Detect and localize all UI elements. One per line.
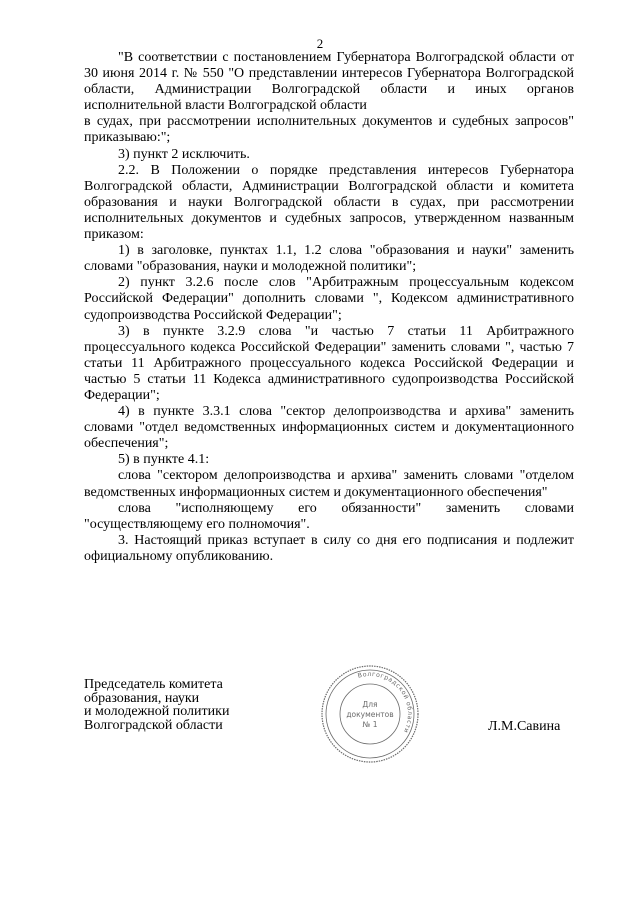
paragraph-sub-5: 5) в пункте 4.1: [118, 452, 210, 468]
signature-position-line: образования, науки [84, 690, 200, 706]
paragraph-preamble: "В соответствии с постановлением Губернатора Волгоградской области от 30 июня 2014 г. № 550 "О представлении интересов Губернатора Волгоградской области, Администрации Волгоградской области и иных органов исполнительной власти Волгоградской области [84, 50, 574, 114]
signature-position-line: Волгоградской области [84, 717, 223, 733]
paragraph-preamble-end: в судах, при рассмотрении исполнительных документов и судебных запросов" приказываю:"; [84, 114, 574, 146]
paragraph-item-3-final: 3. Настоящий приказ вступает в силу со дня его подписания и подлежит официальному опубликованию. [84, 532, 574, 564]
signature-position-line: и молодежной политики [84, 704, 230, 719]
paragraph-item-3: 3) пункт 2 исключить. [118, 146, 250, 162]
official-seal [320, 664, 420, 764]
paragraph-sub-2: 2) пункт 3.2.6 после слов "Арбитражным процессуальным кодексом Российской Федерации" дополнить словами ", Кодексом административного судопроизводства Российской Федерации"; [84, 275, 574, 323]
paragraph-2-2: 2.2. В Положении о порядке представления интересов Губернатора Волгоградской области, Администрации Волгоградской области и комитета образования и науки Волгоградской области в судах, при рассмотрении исполнительных документов и судебных запросов, утвержденном названным приказом: [84, 162, 574, 243]
seal-center-line-2: документов [346, 710, 394, 719]
signatory-name: Л.М.Савина [488, 719, 561, 734]
signature-position-line: Председатель комитета [84, 677, 223, 692]
paragraph-sub-5-words-1: слова "сектором делопроизводства и архива" заменить словами "отделом ведомственных информационных систем и документационного обеспечения" [84, 468, 574, 500]
signature-position [84, 678, 284, 732]
seal-center-line-1: Для [362, 700, 378, 709]
seal-center-line-3: № 1 [362, 720, 378, 729]
document-body [84, 50, 574, 565]
seal-ring-text: Волгоградской области [357, 670, 414, 735]
paragraph-sub-3: 3) в пункте 3.2.9 слова "и частью 7 статьи 11 Арбитражного процессуального кодекса Российской Федерации" заменить словами ", частью 7 статьи 11 Арбитражного процессуального кодекса Российской Федерации и частью 5 статьи 11 Кодекса административного судопроизводства Российской Федерации"; [84, 323, 574, 403]
paragraph-sub-1: 1) в заголовке, пунктах 1.1, 1.2 слова "образования и науки" заменить словами "образования, науки и молодежной политики"; [84, 243, 574, 275]
paragraph-sub-4: 4) в пункте 3.3.1 слова "сектор делопроизводства и архива" заменить словами "отдел ведомственных информационных систем и документационного обеспечения"; [84, 404, 574, 452]
paragraph-sub-5-words-2: слова "исполняющему его обязанности" заменить словами "осуществляющему его полномочия". [84, 500, 574, 532]
page-number: 2 [316, 36, 324, 51]
